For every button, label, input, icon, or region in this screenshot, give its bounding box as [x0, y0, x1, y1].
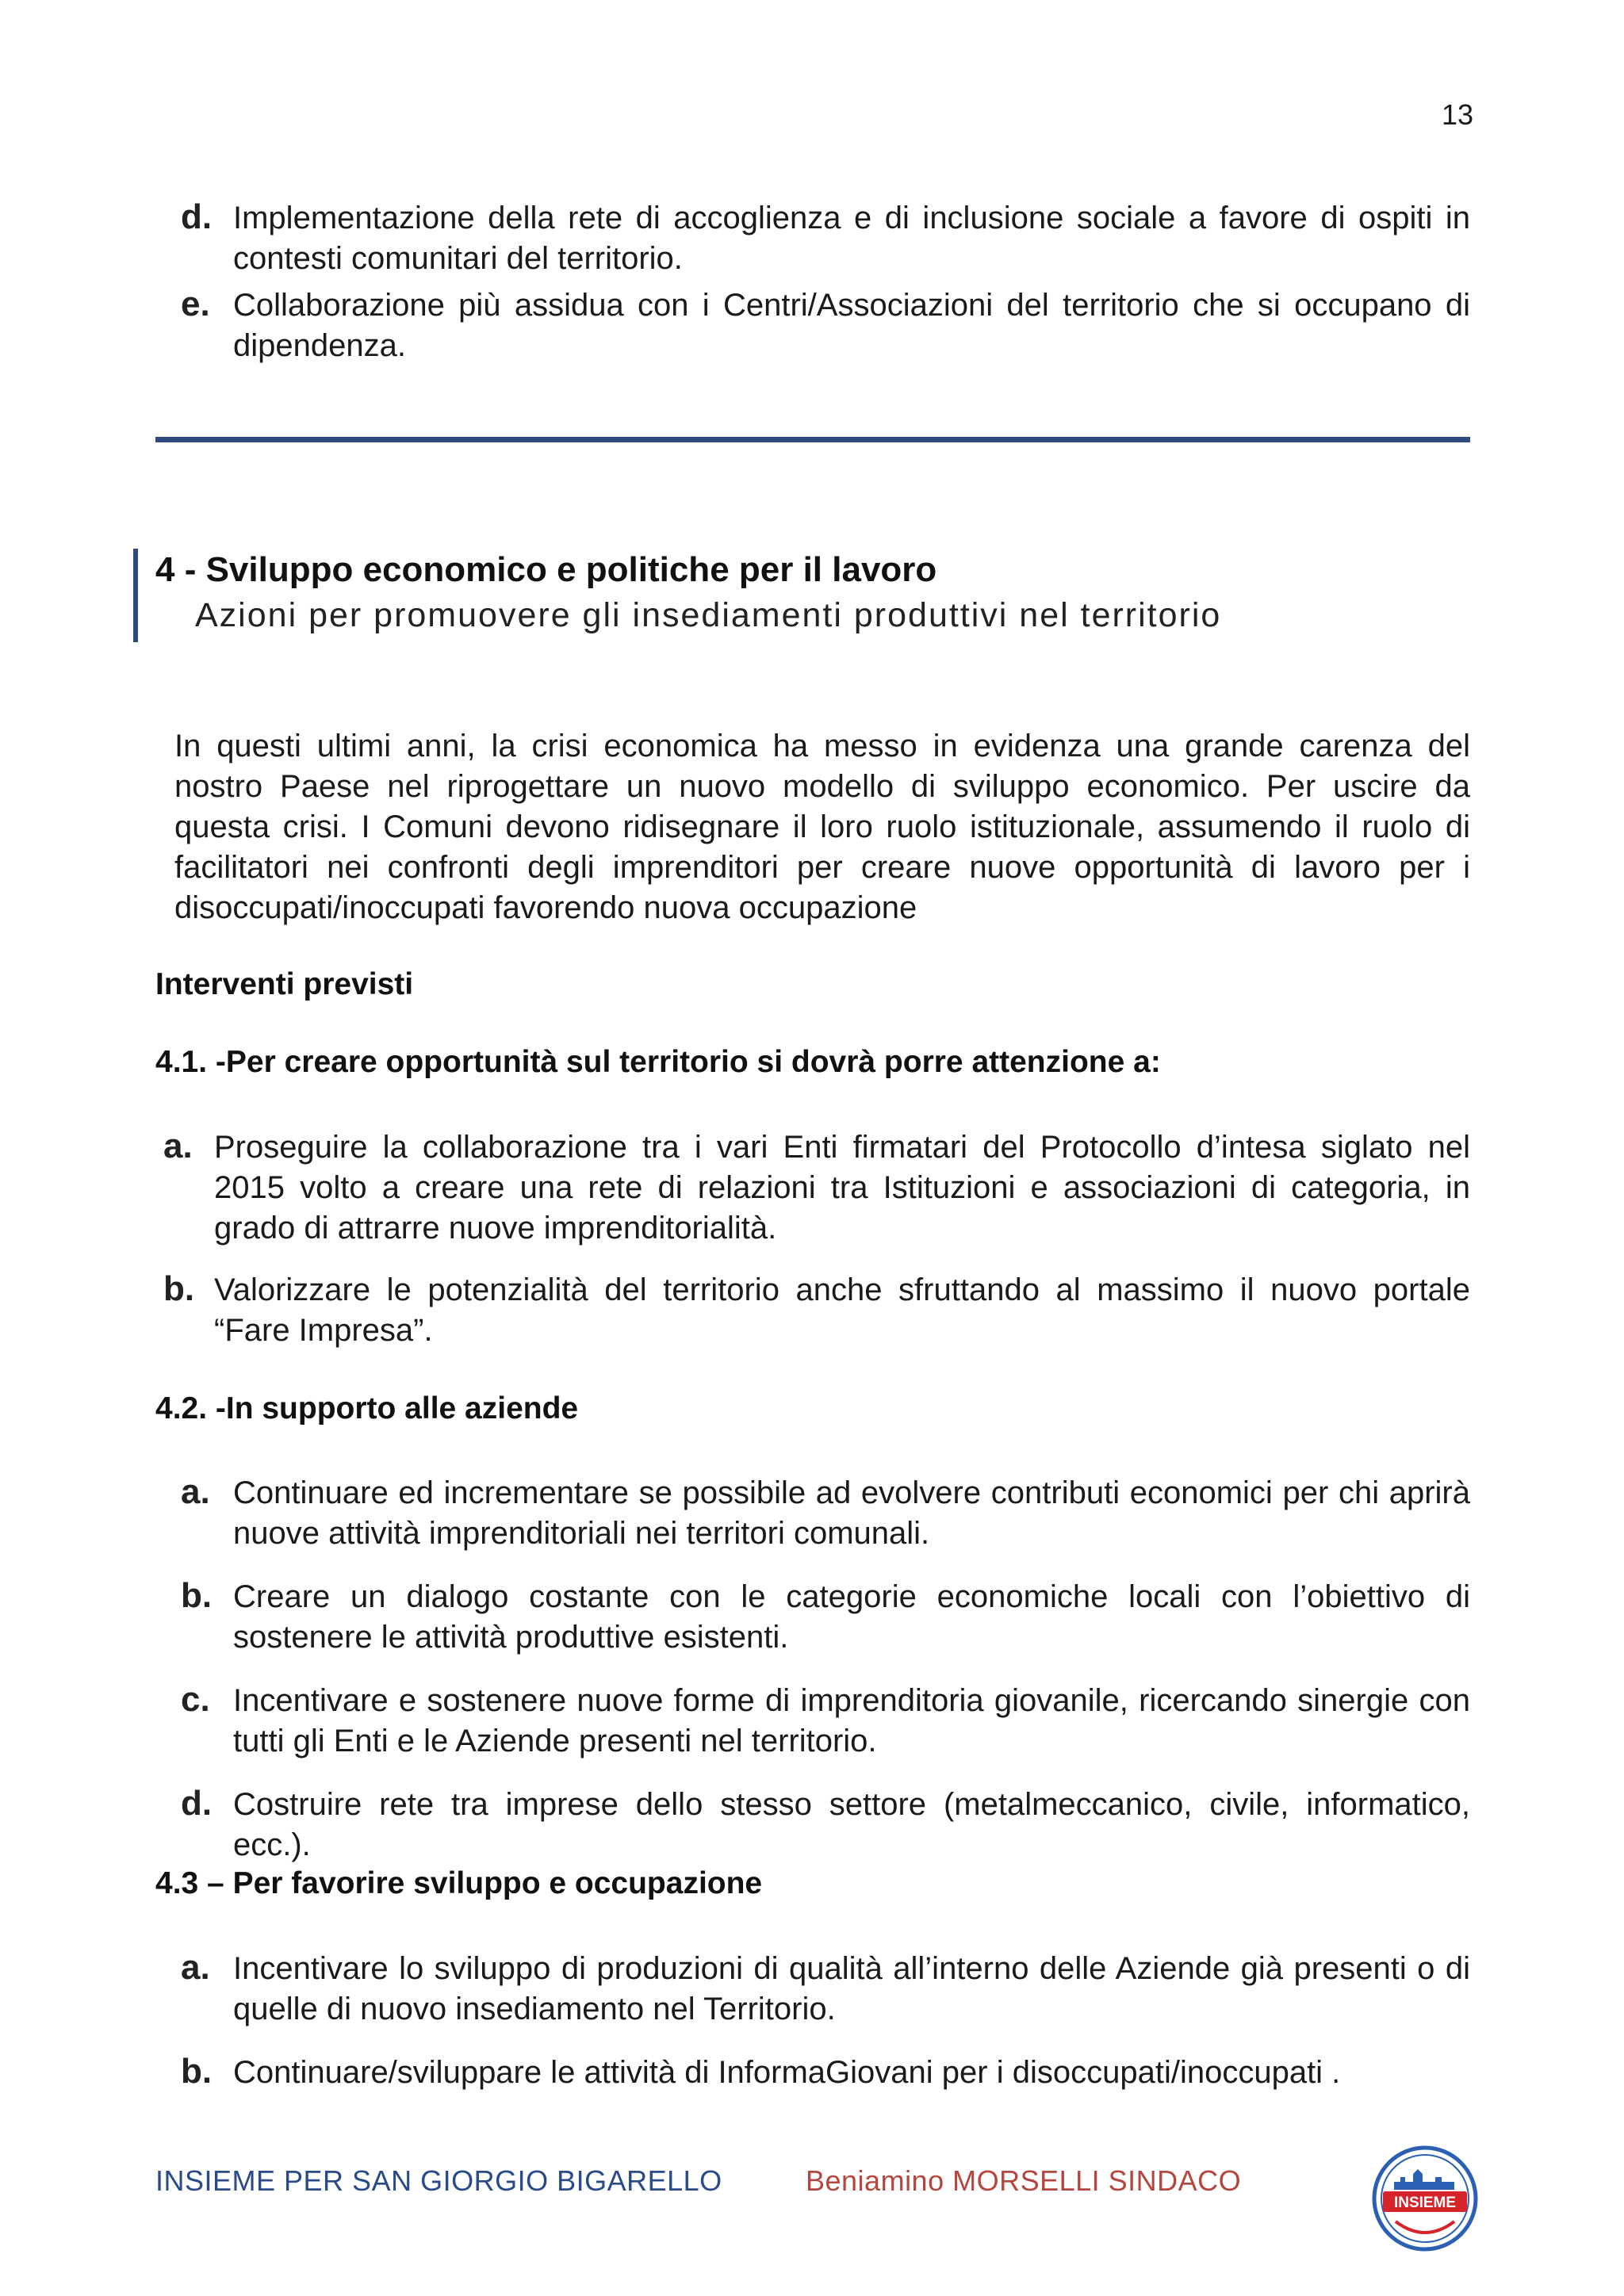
- list-item: [181, 1576, 1470, 1681]
- list-letter: a.: [181, 1948, 210, 1987]
- list-text: Continuare/sviluppare le attività di InformaGiovani per i disoccupati/inoccupati .: [233, 2055, 1341, 2090]
- list-text: Incentivare e sostenere nuove forme di imprenditoria giovanile, ricercando sinergie con tutti gli Enti e le Aziende presenti nel territorio.: [233, 1683, 1470, 1758]
- section-divider: [155, 437, 1470, 442]
- subsection-heading-4-1: 4.1. -Per creare opportunità sul territorio si dovrà porre attenzione a:: [155, 1045, 1161, 1079]
- footer-organization: INSIEME PER SAN GIORGIO BIGARELLO: [155, 2164, 722, 2197]
- interventions-heading: Interventi previsti: [155, 967, 414, 1001]
- list-text: Valorizzare le potenzialità del territorio anche sfruttando al massimo il nuovo portale “Fare Impresa”.: [214, 1272, 1470, 1348]
- list-text: Collaborazione più assidua con i Centri/Associazioni del territorio che si occupano di dipendenza.: [233, 288, 1470, 363]
- footer-candidate: Beniamino MORSELLI SINDACO: [806, 2164, 1242, 2197]
- list-letter: d.: [181, 1784, 213, 1823]
- list-item: [181, 1472, 1470, 1577]
- list-text: Continuare ed incrementare se possibile ad evolvere contributi economici per chi aprirà nuove attività imprenditoriali nei territori comunali.: [233, 1475, 1470, 1551]
- list-letter: d.: [181, 197, 213, 236]
- list-text: Costruire rete tra imprese dello stesso settore (metalmeccanico, civile, informatico, ecc.).: [233, 1787, 1470, 1862]
- page-number: 13: [1441, 98, 1473, 131]
- section-title: 4 - Sviluppo economico e politiche per il lavoro: [155, 550, 937, 589]
- intro-paragraph: In questi ultimi anni, la crisi economica ha messo in evidenza una grande carenza del nostro Paese nel riprogettare un nuovo modello di sviluppo economico. Per uscire da questa crisi. I Comuni devono ridisegnare il loro ruolo istituzionale, assumendo il ruolo di facilitatori nei confronti degli imprenditori per creare nuove opportunità di lavoro per i disoccupati/inoccupati favorendo nuova occupazione: [174, 729, 1470, 925]
- list-item: [181, 2052, 1470, 2093]
- list-item: [181, 1784, 1470, 1866]
- list-item: [181, 1680, 1470, 1785]
- list-letter: b.: [163, 1269, 195, 1308]
- list-letter: b.: [181, 1576, 213, 1615]
- list-letter: e.: [181, 285, 210, 323]
- list-letter: a.: [163, 1127, 193, 1165]
- list-letter: c.: [181, 1680, 210, 1719]
- list-text: Incentivare lo sviluppo di produzioni di qualità all’interno delle Aziende già presenti o di quelle di nuovo insediamento nel Territorio.: [233, 1951, 1470, 2026]
- list-item: [163, 1127, 1470, 1270]
- subsection-heading-4-3: 4.3 – Per favorire sviluppo e occupazione: [155, 1866, 763, 1900]
- list-letter: b.: [181, 2052, 213, 2091]
- top-list: [0, 198, 1624, 366]
- subsection-heading-4-2: 4.2. -In supporto alle aziende: [155, 1391, 579, 1425]
- list-4-3: [0, 1949, 1624, 2093]
- insieme-logo: [1372, 2145, 1478, 2252]
- list-item: [181, 285, 1470, 366]
- list-4-2: [0, 1473, 1624, 1866]
- list-text: Implementazione della rete di accoglienza e di inclusione sociale a favore di ospiti in contesti comunitari del territorio.: [233, 201, 1470, 276]
- list-letter: a.: [181, 1472, 210, 1511]
- list-4-1: [0, 1127, 1624, 1351]
- section-subtitle: Azioni per promuovere gli insediamenti produttivi nel territorio: [195, 596, 1222, 634]
- list-item: [163, 1269, 1470, 1351]
- logo-text: INSIEME: [1393, 2195, 1457, 2211]
- section-accent-bar: [133, 549, 138, 642]
- list-item: [181, 197, 1470, 285]
- list-text: Proseguire la collaborazione tra i vari Enti firmatari del Protocollo d’intesa siglato nel 2015 volto a creare una rete di relazioni tra Istituzioni e associazioni di categoria, in grado di attrarre nuove imprenditorialità.: [214, 1130, 1470, 1246]
- list-item: [181, 1948, 1470, 2053]
- list-text: Creare un dialogo costante con le categorie economiche locali con l’obiettivo di sostenere le attività produttive esistenti.: [233, 1579, 1470, 1655]
